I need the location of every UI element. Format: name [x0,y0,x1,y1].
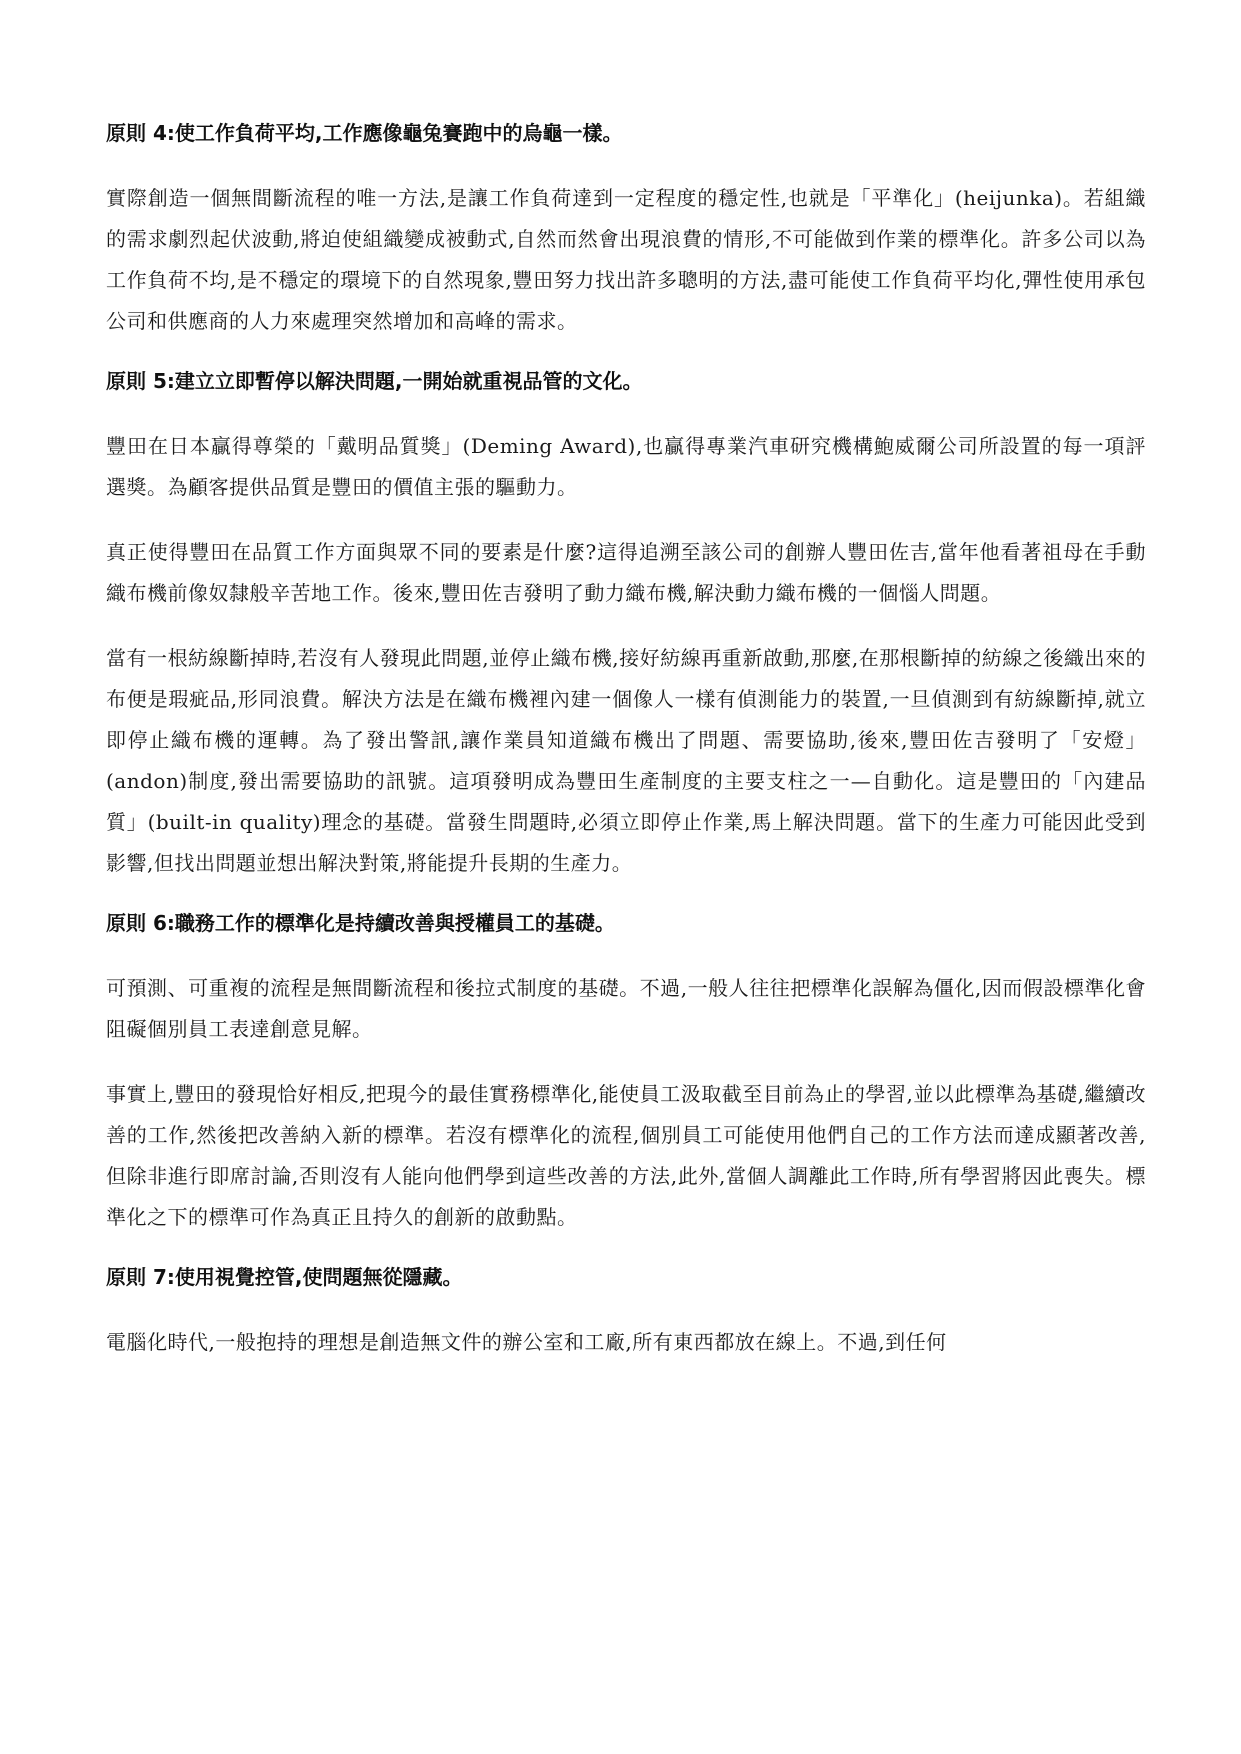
paragraph: 事實上,豐田的發現恰好相反,把現今的最佳實務標準化,能使員工汲取截至目前為止的學習,並以此標準為基礎,繼續改善的工作,然後把改善納入新的標準。若沒有標準化的流程,個別員工可能使用他們自己的工作方法而達成顯著改善,但除非進行即席討論,否則沒有人能向他們學到這些改善的方法,此外,當個人調離此工作時,所有學習將因此喪失。標準化之下的標準可作為真正且持久的創新的啟動點。 [106,1082,1146,1229]
section-heading: 原則 4:使工作負荷平均,工作應像龜兔賽跑中的烏龜一樣。 [106,121,623,145]
section-principle-6 [106,908,1146,1238]
section-heading: 原則 6:職務工作的標準化是持續改善與授權員工的基礎。 [106,911,615,935]
paragraph: 電腦化時代,一般抱持的理想是創造無文件的辦公室和工廠,所有東西都放在線上。不過,到任何 [106,1330,947,1354]
section-principle-4 [106,118,1146,342]
paragraph: 當有一根紡線斷掉時,若沒有人發現此問題,並停止織布機,接好紡線再重新啟動,那麼,在那根斷掉的紡線之後織出來的布便是瑕疵品,形同浪費。解決方法是在織布機裡內建一個像人一樣有偵測能力的裝置,一旦偵測到有紡線斷掉,就立即停止織布機的運轉。為了發出警訊,讓作業員知道織布機出了問題、需要協助,後來,豐田佐吉發明了「安燈」(andon)制度,發出需要協助的訊號。這項發明成為豐田生產制度的主要支柱之一—自動化。這是豐田的「內建品質」(built-in quality)理念的基礎。當發生問題時,必須立即停止作業,馬上解決問題。當下的生產力可能因此受到影響,但找出問題並想出解決對策,將能提升長期的生產力。 [106,646,1146,875]
section-heading: 原則 7:使用視覺控管,使問題無從隱藏。 [106,1265,463,1289]
paragraph: 真正使得豐田在品質工作方面與眾不同的要素是什麼?這得追溯至該公司的創辦人豐田佐吉,當年他看著祖母在手動織布機前像奴隸般辛苦地工作。後來,豐田佐吉發明了動力織布機,解決動力織布機的一個惱人問題。 [106,540,1146,605]
paragraph: 實際創造一個無間斷流程的唯一方法,是讓工作負荷達到一定程度的穩定性,也就是「平準化」(heijunka)。若組織的需求劇烈起伏波動,將迫使組織變成被動式,自然而然會出現浪費的情形,不可能做到作業的標準化。許多公司以為工作負荷不均,是不穩定的環境下的自然現象,豐田努力找出許多聰明的方法,盡可能使工作負荷平均化,彈性使用承包公司和供應商的人力來處理突然增加和高峰的需求。 [106,186,1146,333]
section-principle-7 [106,1262,1146,1363]
paragraph: 可預測、可重複的流程是無間斷流程和後拉式制度的基礎。不過,一般人往往把標準化誤解為僵化,因而假設標準化會阻礙個別員工表達創意見解。 [106,976,1146,1041]
document-page [106,118,1146,1387]
section-heading: 原則 5:建立立即暫停以解決問題,一開始就重視品管的文化。 [106,369,643,393]
section-principle-5 [106,366,1146,884]
paragraph: 豐田在日本贏得尊榮的「戴明品質獎」(Deming Award),也贏得專業汽車研究機構鮑威爾公司所設置的每一項評選獎。為顧客提供品質是豐田的價值主張的驅動力。 [106,434,1146,499]
